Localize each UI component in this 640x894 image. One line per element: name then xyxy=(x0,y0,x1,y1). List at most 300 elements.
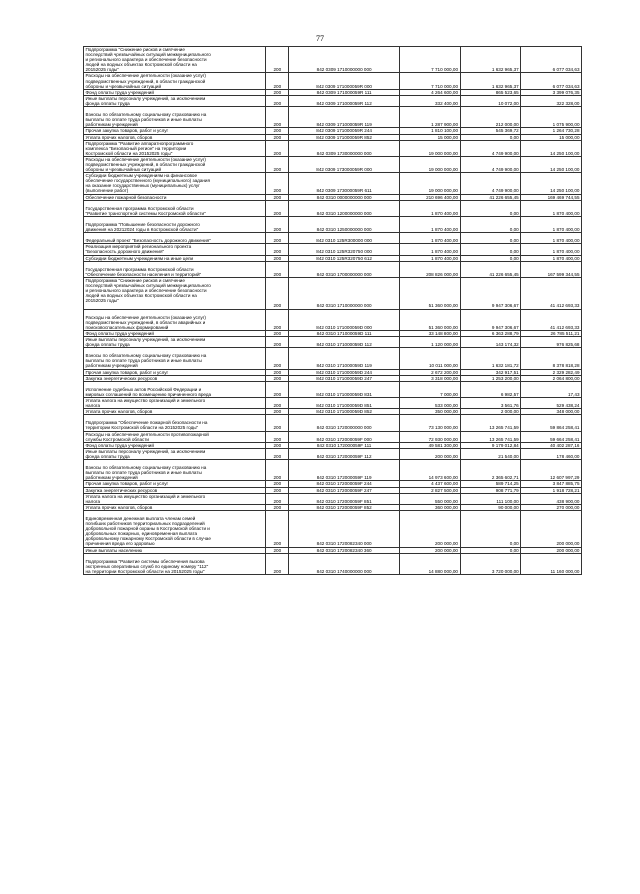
row-name-line: добровольных пожарных, единовременная выплата xyxy=(85,531,198,537)
row-approved-cell: 200 000,00 xyxy=(399,510,460,547)
row-remaining-cell: 1 870 400,00 xyxy=(521,244,582,255)
row-executed-cell: 0,00 xyxy=(460,255,521,261)
table-row xyxy=(84,336,582,347)
row-code-cell: 200 xyxy=(266,134,289,140)
table-row xyxy=(84,481,582,487)
row-code-cell: 200 xyxy=(266,128,289,134)
row-code-cell: 200 xyxy=(266,156,289,172)
row-name-cell xyxy=(84,348,266,369)
row-code-cell: 200 xyxy=(266,140,289,156)
row-name-cell xyxy=(84,431,266,442)
row-kbk-cell: 842 0309 171000059R 244 xyxy=(289,128,399,134)
row-kbk-cell: 842 0310 1710000000 000 xyxy=(289,277,399,309)
row-approved-cell: 1 870 400,00 xyxy=(399,244,460,255)
row-approved-cell: 3 318 000,00 xyxy=(399,375,460,381)
row-approved-cell: 49 581 300,00 xyxy=(399,442,460,448)
row-kbk-cell: 842 0310 171000059D 247 xyxy=(289,375,399,381)
table-row xyxy=(84,381,582,397)
row-name-line: фонда оплаты труда xyxy=(85,100,130,106)
row-executed-cell: 2 365 602,71 xyxy=(460,460,521,481)
row-approved-cell: 1 287 900,00 xyxy=(399,107,460,128)
row-remaining-cell: 2 064 800,00 xyxy=(521,375,582,381)
row-kbk-cell: 842 0310 1740000000 000 xyxy=(289,553,399,574)
row-name-line: Прочая закупка товаров, работ и услуг xyxy=(85,369,169,375)
row-kbk-cell: 842 0310 171000059D 831 xyxy=(289,381,399,397)
row-name-line: погибших работников территориальных подразделений xyxy=(85,521,205,527)
row-name-line: Взносы по обязательному социальному страхованию на xyxy=(85,112,207,118)
budget-table xyxy=(83,46,582,575)
row-name-cell xyxy=(84,493,266,504)
row-name-line: Уплата прочих налогов, сборов xyxy=(85,409,153,415)
row-executed-cell: 1 632 965,37 xyxy=(460,73,521,89)
row-executed-cell: 90 000,00 xyxy=(460,504,521,510)
row-approved-cell: 51 360 000,00 xyxy=(399,277,460,309)
row-name-line: Исполнение судебных актов Российской Федерации и xyxy=(85,386,202,392)
row-name-cell xyxy=(84,415,266,431)
row-remaining-cell: 17,43 xyxy=(521,381,582,397)
row-name-line: и регионального характера и обеспечение безопасности xyxy=(85,288,207,294)
table-row xyxy=(84,244,582,255)
row-approved-cell: 19 000 000,00 xyxy=(399,156,460,172)
row-kbk-cell: 842 0309 171000059R 000 xyxy=(289,73,399,89)
row-name-line: комплекса "Безопасный регион" на территории xyxy=(85,145,187,151)
row-remaining-cell: 14 250 100,00 xyxy=(521,173,582,194)
row-code-cell: 200 xyxy=(266,277,289,309)
row-name-line: 20152025 годы" xyxy=(85,298,119,304)
row-executed-cell: 21 540,00 xyxy=(460,448,521,459)
row-code-cell: 200 xyxy=(266,487,289,493)
row-name-line: фонда оплаты труда xyxy=(85,453,130,459)
row-executed-cell: 545 369,72 xyxy=(460,128,521,134)
row-kbk-cell: 842 0310 172000059F 000 xyxy=(289,431,399,442)
row-name-cell xyxy=(84,460,266,481)
row-name-line: Расходы на обеспечение деятельности (оказание услуг) xyxy=(85,314,206,320)
row-name-line: Подпрограмма "Развитие системы обеспечения вызова xyxy=(85,558,205,564)
row-code-cell: 200 xyxy=(266,309,289,330)
row-remaining-cell: 14 250 100,00 xyxy=(521,156,582,172)
row-code-cell: 200 xyxy=(266,547,289,553)
row-remaining-cell: 59 664 258,41 xyxy=(521,431,582,442)
row-kbk-cell: 842 0310 1720082340 360 xyxy=(289,547,399,553)
row-name-line: (выполнение работ) xyxy=(85,188,129,194)
row-name-line: Федеральный проект "Безопасность дорожного движения" xyxy=(85,238,211,244)
row-name-cell xyxy=(84,398,266,409)
row-name-line: Взносы по обязательному социальному страхованию на xyxy=(85,353,207,359)
row-executed-cell: 9 947 306,67 xyxy=(460,277,521,309)
table-row xyxy=(84,553,582,574)
row-executed-cell: 865 523,65 xyxy=(460,89,521,95)
row-remaining-cell: 6 077 034,63 xyxy=(521,47,582,73)
row-name-cell xyxy=(84,553,266,574)
row-name-cell xyxy=(84,244,266,255)
row-name-cell xyxy=(84,140,266,156)
row-kbk-cell: 842 0310 171000059D 852 xyxy=(289,409,399,415)
row-code-cell: 200 xyxy=(266,553,289,574)
row-kbk-cell: 842 0309 171000059R 111 xyxy=(289,89,399,95)
row-executed-cell: 589 714,25 xyxy=(460,481,521,487)
row-code-cell: 200 xyxy=(266,200,289,216)
row-name-line: службы Костромской области xyxy=(85,436,149,442)
row-name-cell xyxy=(84,381,266,397)
table-row xyxy=(84,277,582,309)
row-remaining-cell: 41 412 693,33 xyxy=(521,309,582,330)
row-name-line: добровольному пожарному Костромской области в случае xyxy=(85,536,211,542)
row-name-line: Прочая закупка товаров, работ и услуг xyxy=(85,128,169,134)
table-row xyxy=(84,431,582,442)
row-kbk-cell: 842 0310 171000059D 111 xyxy=(289,330,399,336)
row-executed-cell: 9 179 012,84 xyxy=(460,442,521,448)
row-name-cell xyxy=(84,309,266,330)
row-remaining-cell: 270 000,00 xyxy=(521,504,582,510)
row-approved-cell: 208 826 000,00 xyxy=(399,261,460,277)
row-name-line: Взносы по обязательному социальному страхованию на xyxy=(85,465,207,471)
row-approved-cell: 14 973 600,00 xyxy=(399,460,460,481)
row-code-cell: 200 xyxy=(266,216,289,232)
table-row xyxy=(84,107,582,128)
row-approved-cell: 19 000 000,00 xyxy=(399,173,460,194)
row-name-line: поисковоспасательных формирований xyxy=(85,324,169,330)
row-name-line: выплаты по оплате труда работников и иные выплаты xyxy=(85,358,202,364)
row-code-cell: 200 xyxy=(266,398,289,409)
row-name-line: Иные выплаты персоналу учреждений, за исключением xyxy=(85,448,206,454)
row-name-cell xyxy=(84,173,266,194)
row-remaining-cell: 1 870 400,00 xyxy=(521,233,582,244)
table-row xyxy=(84,369,582,375)
row-executed-cell: 3 561,76 xyxy=(460,398,521,409)
row-name-line: Фонд оплаты труда учреждений xyxy=(85,442,154,448)
row-name-line: подведомственных учреждений, в области гражданской xyxy=(85,78,206,84)
table-row xyxy=(84,493,582,504)
row-remaining-cell: 200 000,00 xyxy=(521,510,582,547)
table-row xyxy=(84,194,582,200)
row-remaining-cell: 3 847 885,75 xyxy=(521,481,582,487)
row-executed-cell: 111 100,00 xyxy=(460,493,521,504)
row-remaining-cell: 11 160 000,00 xyxy=(521,553,582,574)
row-name-line: "Безопасность дорожного движения" xyxy=(85,249,165,255)
row-remaining-cell: 3 399 076,35 xyxy=(521,89,582,95)
table-row xyxy=(84,95,582,106)
row-remaining-cell: 169 469 744,55 xyxy=(521,194,582,200)
row-approved-cell: 350 000,00 xyxy=(399,409,460,415)
row-code-cell: 200 xyxy=(266,194,289,200)
row-code-cell: 200 xyxy=(266,244,289,255)
row-code-cell: 200 xyxy=(266,73,289,89)
row-approved-cell: 1 870 400,00 xyxy=(399,255,460,261)
table-row xyxy=(84,140,582,156)
row-code-cell: 200 xyxy=(266,336,289,347)
row-name-cell xyxy=(84,47,266,73)
row-name-line: "Развитие транспортной системы Костромской области" xyxy=(85,210,206,216)
row-name-line: работникам учреждений xyxy=(85,122,138,128)
row-kbk-cell: 842 0310 171000059D 000 xyxy=(289,309,399,330)
row-kbk-cell: 842 0310 172000059F 244 xyxy=(289,481,399,487)
row-name-line: мировых соглашений по возмещению причиненного вреда xyxy=(85,391,212,397)
row-kbk-cell: 842 0310 171000059D 112 xyxy=(289,336,399,347)
row-remaining-cell: 1 075 900,00 xyxy=(521,107,582,128)
row-name-line: работникам учреждений xyxy=(85,363,138,369)
row-kbk-cell: 842 0310 1250000000 000 xyxy=(289,216,399,232)
row-executed-cell: 0,00 xyxy=(460,233,521,244)
row-name-line: Расходы на обеспечение деятельности противопожарной xyxy=(85,431,209,437)
row-remaining-cell: 14 250 100,00 xyxy=(521,140,582,156)
row-approved-cell: 73 130 000,00 xyxy=(399,415,460,431)
row-executed-cell: 4 749 900,00 xyxy=(460,140,521,156)
row-name-line: Подпрограмма "Снижение рисков и смягчение xyxy=(85,277,185,283)
row-kbk-cell: 842 0310 1720000000 000 xyxy=(289,415,399,431)
table-row xyxy=(84,233,582,244)
row-name-line: людей на водных объектах Костромской области на xyxy=(85,293,197,299)
row-remaining-cell: 2 329 282,49 xyxy=(521,369,582,375)
row-approved-cell: 1 810 100,00 xyxy=(399,128,460,134)
row-code-cell: 200 xyxy=(266,89,289,95)
row-name-line: Подпрограмма "Обеспечение пожарной безопасности на xyxy=(85,420,208,426)
row-remaining-cell: 15 000,00 xyxy=(521,134,582,140)
row-executed-cell: 1 253 200,00 xyxy=(460,375,521,381)
row-remaining-cell: 1 918 728,21 xyxy=(521,487,582,493)
row-executed-cell: 6 363 288,79 xyxy=(460,330,521,336)
row-remaining-cell: 8 378 818,28 xyxy=(521,348,582,369)
row-kbk-cell: 842 0310 1200000000 000 xyxy=(289,200,399,216)
row-name-line: Единовременная денежная выплата членам семей xyxy=(85,515,196,521)
row-name-line xyxy=(86,303,264,308)
row-name-line: последствий чрезвычайных ситуаций межмуниципального xyxy=(85,283,211,289)
table-row xyxy=(84,261,582,277)
row-name-line: Закупка энергетических ресурсов xyxy=(85,487,158,493)
row-kbk-cell: 842 0310 0000000000 000 xyxy=(289,194,399,200)
row-name-line: Субсидии бюджетным учреждениям на иные цели xyxy=(85,255,194,261)
row-code-cell: 200 xyxy=(266,431,289,442)
row-approved-cell: 1 870 400,00 xyxy=(399,200,460,216)
row-kbk-cell: 842 0310 171000059D 244 xyxy=(289,369,399,375)
table-row xyxy=(84,460,582,481)
table-row xyxy=(84,47,582,73)
row-name-cell xyxy=(84,73,266,89)
row-name-line: обороны и чрезвычайных ситуаций xyxy=(85,83,162,89)
row-remaining-cell: 200 000,00 xyxy=(521,547,582,553)
row-approved-cell: 2 827 500,00 xyxy=(399,487,460,493)
row-approved-cell: 332 400,00 xyxy=(399,95,460,106)
row-approved-cell: 7 710 000,00 xyxy=(399,73,460,89)
row-name-cell xyxy=(84,277,266,309)
row-executed-cell: 0,00 xyxy=(460,547,521,553)
row-name-line: Подпрограмма "Повышение безопасности дорожного xyxy=(85,222,200,227)
row-approved-cell: 1 870 400,00 xyxy=(399,233,460,244)
row-name-line: Фонд оплаты труда учреждений xyxy=(85,89,154,95)
row-approved-cell: 51 360 000,00 xyxy=(399,309,460,330)
row-name-line: Расходы на обеспечение деятельности (оказание услуг) xyxy=(85,156,206,162)
row-kbk-cell: 842 0309 171000059R 852 xyxy=(289,134,399,140)
row-name-line: Уплата прочих налогов, сборов xyxy=(85,134,153,140)
row-name-line: причинения вреда его здоровью xyxy=(85,541,155,547)
row-name-line: Уплата налога на имущество организаций и земельного xyxy=(85,398,206,403)
row-code-cell: 200 xyxy=(266,409,289,415)
row-approved-cell: 360 000,00 xyxy=(399,504,460,510)
row-kbk-cell: 842 0310 172000059F 851 xyxy=(289,493,399,504)
row-approved-cell: 7 710 000,00 xyxy=(399,47,460,73)
row-name-line: 20152025 годы" xyxy=(85,67,119,73)
row-code-cell: 200 xyxy=(266,348,289,369)
row-name-line: Подпрограмма "Развитие аппаратнопрограммного xyxy=(85,140,194,146)
row-kbk-cell: 842 0310 125R320750 000 xyxy=(289,244,399,255)
row-name-cell xyxy=(84,95,266,106)
row-kbk-cell: 842 0310 171000059D 851 xyxy=(289,398,399,409)
row-name-cell xyxy=(84,156,266,172)
row-kbk-cell: 842 0310 171000059D 119 xyxy=(289,348,399,369)
row-approved-cell: 4 437 600,00 xyxy=(399,481,460,487)
row-code-cell: 200 xyxy=(266,381,289,397)
row-name-line: фонда оплаты труда xyxy=(85,342,130,348)
row-name-cell xyxy=(84,200,266,216)
row-remaining-cell: 348 000,00 xyxy=(521,409,582,415)
row-approved-cell: 2 672 200,00 xyxy=(399,369,460,375)
row-code-cell: 200 xyxy=(266,504,289,510)
row-remaining-cell: 1 264 730,28 xyxy=(521,128,582,134)
row-remaining-cell: 1 870 400,00 xyxy=(521,216,582,232)
row-name-line: Уплата налога на имущество организаций и земельного xyxy=(85,493,206,499)
row-code-cell: 200 xyxy=(266,47,289,73)
row-name-cell xyxy=(84,107,266,128)
table-row xyxy=(84,73,582,89)
row-remaining-cell: 976 825,68 xyxy=(521,336,582,347)
table-row xyxy=(84,510,582,547)
row-code-cell: 200 xyxy=(266,442,289,448)
row-name-line: Иные выплаты персоналу учреждений, за исключением xyxy=(85,336,206,342)
row-approved-cell: 4 264 600,00 xyxy=(399,89,460,95)
row-name-line: обороны и чрезвычайных ситуаций xyxy=(85,167,162,173)
row-name-cell xyxy=(84,510,266,547)
row-name-line: налога xyxy=(85,403,101,409)
row-name-line: подведомственных учреждений, в области гражданской xyxy=(85,161,206,167)
table-row xyxy=(84,398,582,409)
table-row xyxy=(84,200,582,216)
row-name-line: Государственная программа Костромской области xyxy=(85,205,194,211)
row-approved-cell: 33 148 800,00 xyxy=(399,330,460,336)
row-code-cell: 200 xyxy=(266,261,289,277)
row-approved-cell: 15 000,00 xyxy=(399,134,460,140)
row-remaining-cell: 6 077 034,63 xyxy=(521,73,582,89)
row-kbk-cell: 842 0309 173000059R 611 xyxy=(289,173,399,194)
table-row xyxy=(84,309,582,330)
row-name-line: Обеспечение пожарной безопасности xyxy=(85,194,167,200)
row-name-line: работникам учреждений xyxy=(85,475,138,481)
row-name-line: и регионального характера и обеспечение безопасности xyxy=(85,57,207,63)
row-kbk-cell: 842 0310 1720082340 000 xyxy=(289,510,399,547)
row-remaining-cell: 1 870 400,00 xyxy=(521,200,582,216)
row-remaining-cell: 1 870 400,00 xyxy=(521,255,582,261)
row-kbk-cell: 842 0310 172000059F 112 xyxy=(289,448,399,459)
table-row xyxy=(84,348,582,369)
row-approved-cell: 210 696 400,00 xyxy=(399,194,460,200)
table-row xyxy=(84,128,582,134)
row-name-line: Субсидии бюджетным учреждениям на финансовое xyxy=(85,173,198,179)
table-row xyxy=(84,216,582,232)
row-name-line: экстренных оперативных служб по единому номеру "112" xyxy=(85,563,209,569)
table-row xyxy=(84,156,582,172)
row-code-cell: 200 xyxy=(266,375,289,381)
row-name-cell xyxy=(84,233,266,244)
row-name-line: Уплата прочих налогов, сборов xyxy=(85,504,153,510)
row-name-line: Иные выплаты персоналу учреждений, за исключением xyxy=(85,95,206,101)
row-kbk-cell: 842 0309 1730000000 000 xyxy=(289,140,399,156)
row-approved-cell: 200 000,00 xyxy=(399,547,460,553)
row-name-line: обеспечение государственного (муниципального) задания xyxy=(85,178,210,184)
row-name-line: Государственная программа Костромской области xyxy=(85,266,194,272)
row-name-line: движения на 20212024 годы в Костромской области" xyxy=(85,227,199,233)
row-kbk-cell: 842 0309 171000059R 112 xyxy=(289,95,399,106)
row-remaining-cell: 167 599 344,55 xyxy=(521,261,582,277)
row-approved-cell: 1 120 000,00 xyxy=(399,336,460,347)
row-kbk-cell: 842 0310 172000059F 852 xyxy=(289,504,399,510)
row-remaining-cell: 322 328,00 xyxy=(521,95,582,106)
row-executed-cell: 212 000,00 xyxy=(460,107,521,128)
row-name-line: выплаты по оплате труда работников и иные выплаты xyxy=(85,470,202,476)
row-remaining-cell: 529 438,24 xyxy=(521,398,582,409)
budget-table-body xyxy=(84,47,582,575)
row-executed-cell: 1 632 181,72 xyxy=(460,348,521,369)
table-row xyxy=(84,173,582,194)
row-code-cell: 200 xyxy=(266,460,289,481)
table-row xyxy=(84,448,582,459)
row-remaining-cell: 26 785 511,21 xyxy=(521,330,582,336)
row-name-line: выплаты по оплате труда работников и иные выплаты xyxy=(85,117,202,123)
row-executed-cell: 13 265 741,59 xyxy=(460,415,521,431)
row-code-cell: 200 xyxy=(266,481,289,487)
row-name-line: "Обеспечение безопасности населения и территорий" xyxy=(85,271,202,277)
row-executed-cell: 0,00 xyxy=(460,244,521,255)
row-name-cell xyxy=(84,448,266,459)
row-executed-cell: 9 947 306,67 xyxy=(460,309,521,330)
row-executed-cell: 6 982,57 xyxy=(460,381,521,397)
row-name-line: Иные выплаты населению xyxy=(85,547,143,553)
row-name-line: на оказание государственных (муниципальных) услуг xyxy=(85,183,200,189)
row-name-line: подведомственных учреждений, в области аварийных и xyxy=(85,319,206,325)
row-name-cell xyxy=(84,261,266,277)
row-kbk-cell: 842 0309 173000059R 000 xyxy=(289,156,399,172)
row-name-line: Подпрограмма "Снижение рисков и смягчение xyxy=(85,47,185,52)
row-approved-cell: 533 000,00 xyxy=(399,398,460,409)
row-name-line: добровольной пожарной охраны в Костромской области и xyxy=(85,526,210,532)
row-code-cell: 200 xyxy=(266,510,289,547)
row-kbk-cell: 842 0310 172000059F 119 xyxy=(289,460,399,481)
row-name-line: Расходы на обеспечение деятельности (оказание услуг) xyxy=(85,73,206,79)
row-approved-cell: 19 000 000,00 xyxy=(399,140,460,156)
row-name-line: Фонд оплаты труда учреждений xyxy=(85,330,154,336)
row-remaining-cell: 41 412 693,33 xyxy=(521,277,582,309)
row-executed-cell: 2 000,00 xyxy=(460,409,521,415)
row-approved-cell: 10 011 000,00 xyxy=(399,348,460,369)
row-executed-cell: 41 226 655,45 xyxy=(460,194,521,200)
row-approved-cell: 1 870 400,00 xyxy=(399,216,460,232)
row-code-cell: 200 xyxy=(266,415,289,431)
row-kbk-cell: 842 0309 171000059R 119 xyxy=(289,107,399,128)
row-name-line: на территории Костромской области на 20152025 годы" xyxy=(85,568,205,574)
row-code-cell: 200 xyxy=(266,448,289,459)
row-executed-cell: 1 632 965,37 xyxy=(460,47,521,73)
row-approved-cell: 7 000,00 xyxy=(399,381,460,397)
row-executed-cell: 0,00 xyxy=(460,200,521,216)
row-name-line: Реализация мероприятий регионального проекта xyxy=(85,244,192,250)
row-name-line: людей на водных объектах Костромской области на xyxy=(85,62,197,68)
row-remaining-cell: 12 607 997,29 xyxy=(521,460,582,481)
row-code-cell: 200 xyxy=(266,493,289,504)
row-executed-cell: 0,00 xyxy=(460,134,521,140)
row-code-cell: 200 xyxy=(266,107,289,128)
row-code-cell: 200 xyxy=(266,95,289,106)
row-kbk-cell: 842 0310 125R320750 612 xyxy=(289,255,399,261)
row-approved-cell: 200 000,00 xyxy=(399,448,460,459)
row-remaining-cell: 438 900,00 xyxy=(521,493,582,504)
row-name-line: территории Костромской области на 20152025 годы" xyxy=(85,425,199,431)
